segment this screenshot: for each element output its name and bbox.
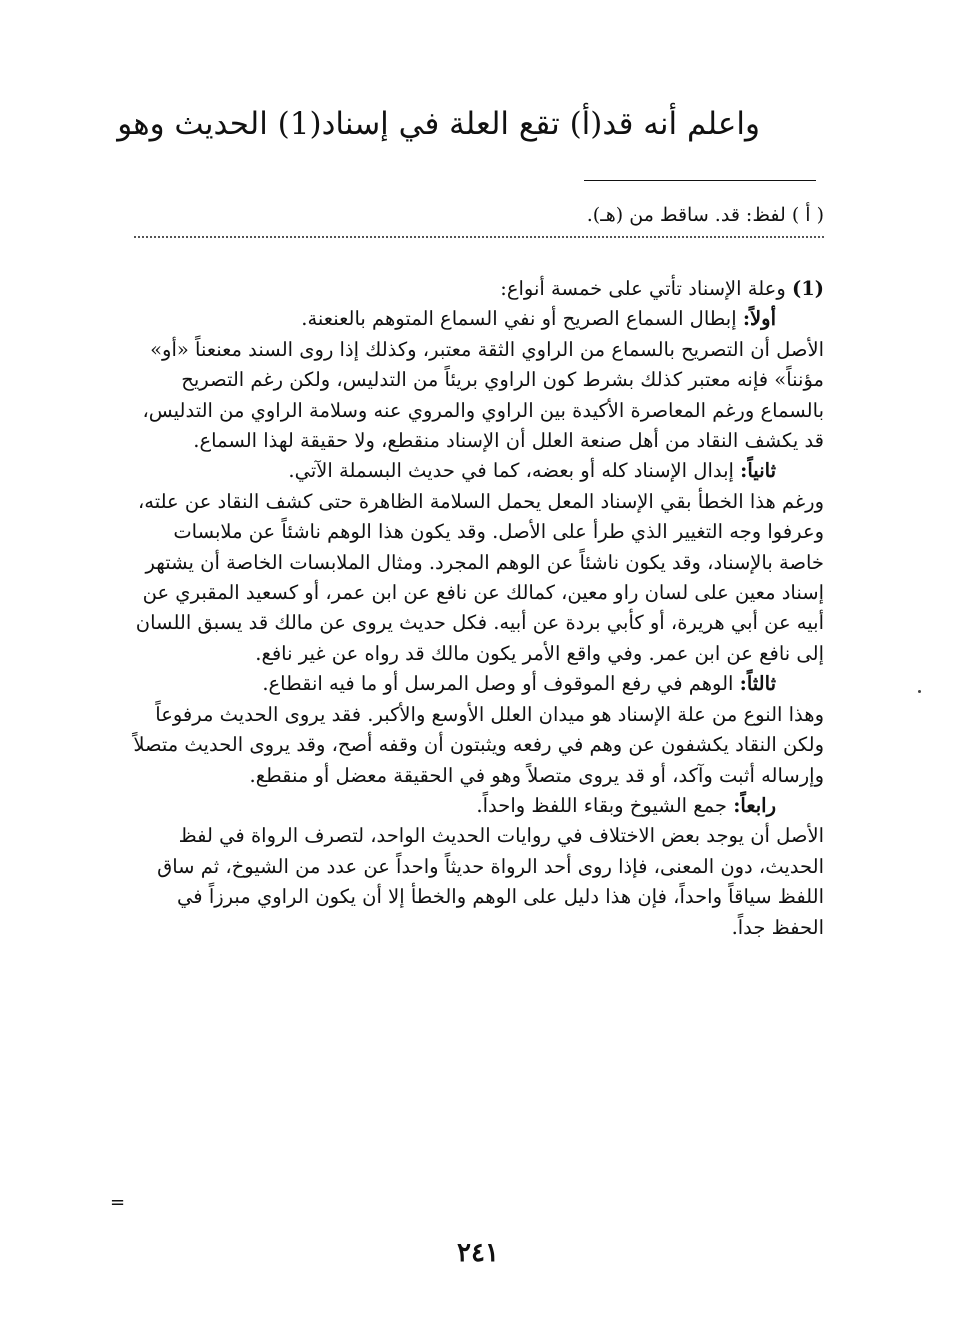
type-3-title-text: الوهم في رفع الموقوف أو وصل المرسل أو ما فيه انقطاع. — [262, 672, 734, 696]
footnote-intro — [130, 274, 824, 304]
continuation-mark: = — [110, 1192, 126, 1213]
scan-speck — [918, 690, 921, 693]
footnote-marker: (1) — [791, 277, 824, 300]
type-3-heading: ثالثاً: — [739, 672, 776, 696]
type-1-title — [130, 304, 824, 334]
type-1-title-text: إبطال السماع الصريح أو نفي السماع المتوهم بالعنعنة. — [301, 307, 737, 331]
page-number: ٢٤١ — [457, 1238, 499, 1268]
type-3-title — [130, 669, 824, 699]
type-2-title-text: إبدال الإسناد كله أو بعضه، كما في حديث البسملة الآتي. — [288, 459, 734, 483]
dotted-separator — [134, 236, 824, 250]
type-4-title-text: جمع الشيوخ وبقاء اللفظ واحداً. — [476, 793, 727, 817]
footnote-commentary — [130, 274, 824, 943]
type-2-title — [130, 456, 824, 486]
type-4-body: الأصل أن يوجد بعض الاختلاف في روايات الحديث الواحد، لتصرف الرواة في لفظ الحديث، دون المعنى، فإذا روى أحد الرواة حديثاً واحداً عن عدد من الشيوخ، ثم ساق اللفظ سياقاً واحداً، فإن هذا دليل على الوهم والخطأ إلا أن يكون الراوي مبرزاً في الحفظ جداً. — [157, 824, 824, 939]
type-2-body: ورغم هذا الخطأ بقي الإسناد المعل يحمل السلامة الظاهرة حتى كشف النقاد عن علته، وعرفوا وجه التغيير الذي طرأ على الأصل. وقد يكون هذا الوهم ناشئاً عن ملابسات خاصة بالإسناد، وقد يكون ناشئاً عن الوهم المجرد. ومثال الملابسات الخاصة أن يشتهر إسناد معين على لسان راو معين، كمالك عن نافع عن ابن عمر، أو كسعيد المقبري عن أبيه عن أبي هريرة، أو كأبي بردة عن أبيه. فكل حديث يروى عن مالك قد يسبق اللسان إلى نافع عن ابن عمر. وفي واقع الأمر يكون مالك قد رواه عن غير نافع. — [135, 489, 824, 665]
variant-note: ( أ ) لفظ: قد. ساقط من (هـ). — [586, 204, 824, 226]
type-4-heading: رابعاً: — [733, 793, 776, 817]
type-3-body: وهذا النوع من علة الإسناد هو ميدان العلل الأوسع والأكبر. فقد يروى الحديث مرفوعاً ولكن النقاد يكشفون عن وهم في رفعه ويثبتون أن وقفه أصح، وقد يروى الحديث متصلاً وإرساله أثبت وآكد، أو قد يروى متصلاً وهو في الحقيقة معضل أو منقطع. — [133, 702, 824, 787]
footnote-intro-text: وعلة الإسناد تأتي على خمسة أنواع: — [500, 277, 786, 300]
type-2-heading: ثانياً: — [740, 459, 776, 483]
type-4-title — [130, 791, 824, 821]
type-1-heading: أولاً: — [742, 307, 776, 331]
main-text-line: واعلم أنه قد(أ) تقع العلة في إسناد(1) الحديث وهو — [117, 106, 760, 142]
footnote-separator — [584, 180, 816, 181]
type-1-body: الأصل أن التصريح بالسماع من الراوي الثقة معتبر، وكذلك إذا روى السند معنعناً «أو» مؤنناً» فإنه معتبر كذلك بشرط كون الراوي بريئاً من التدليس، ولكن رغم التصريح بالسماع ورغم المعاصرة الأكيدة بين الراوي والمروي عنه وسلامة الراوي من التدليس، قد يكشف النقاد من أهل صنعة العلل أن الإسناد منقطع، ولا حقيقة لهذا السماع. — [142, 337, 824, 453]
